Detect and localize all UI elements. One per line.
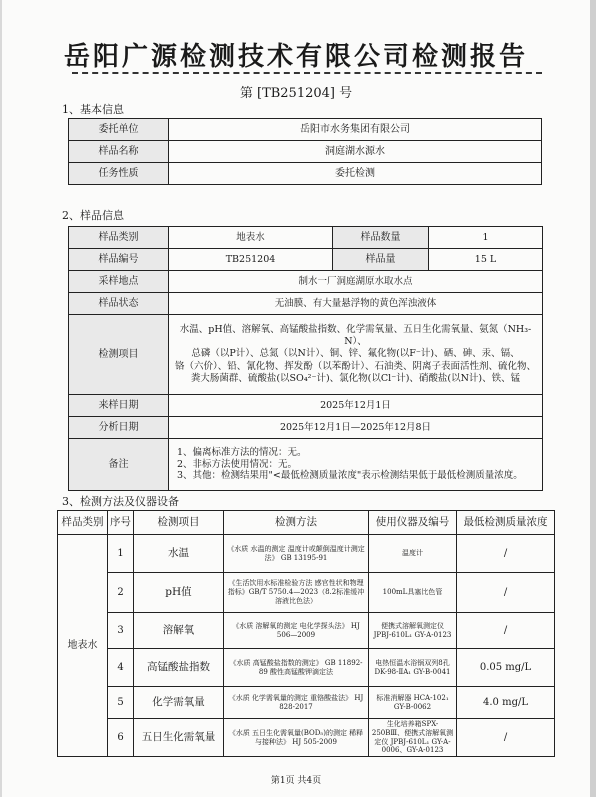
- row-no: 6: [108, 719, 134, 757]
- analysis-date-value: 2025年12月1日—2025年12月8日: [169, 417, 543, 439]
- col-header-method: 检测方法: [224, 511, 369, 535]
- row-instrument: 标准消解器 HCA-102₁ GY-B-0062: [369, 687, 457, 719]
- client-label: 委托单位: [69, 119, 169, 141]
- row-limit: /: [457, 535, 555, 573]
- row-limit: 4.0 mg/L: [457, 687, 555, 719]
- test-items-line: 水温、pH值、溶解氧、高锰酸盐指数、化学需氧量、五日生化需氧量、氨氮（NH₃-N）、: [179, 324, 532, 348]
- row-no: 4: [108, 649, 134, 687]
- row-limit: /: [457, 573, 555, 613]
- table-row: [69, 163, 542, 185]
- table-row: [69, 315, 543, 395]
- row-instrument: 温度计: [369, 535, 457, 573]
- remark-line: 1、偏离标准方法的情况：无。: [177, 446, 307, 458]
- site-label: 采样地点: [69, 271, 169, 293]
- row-item: 溶解氧: [134, 613, 224, 649]
- table-row: [69, 417, 543, 439]
- row-item: 化学需氧量: [134, 687, 224, 719]
- task-nature-label: 任务性质: [69, 163, 169, 185]
- sample-no-label: 样品编号: [69, 249, 169, 271]
- col-header-item: 检测项目: [134, 511, 224, 535]
- table-row: [69, 141, 542, 163]
- table-row: [69, 271, 543, 293]
- test-items-value: [169, 315, 543, 395]
- row-item: 高锰酸盐指数: [134, 649, 224, 687]
- row-item: 五日生化需氧量: [134, 719, 224, 757]
- sample-qty-label: 样品数量: [333, 227, 429, 249]
- table-row: [58, 649, 555, 687]
- sample-info-table: [68, 226, 543, 491]
- remarks-value: [169, 439, 543, 491]
- sample-name-value: 洞庭湖水源水: [169, 141, 542, 163]
- client-value: 岳阳市水务集团有限公司: [169, 119, 542, 141]
- scan-edge: [590, 0, 596, 797]
- sample-no-value: TB251204: [169, 249, 333, 271]
- table-row: [58, 613, 555, 649]
- col-header-sample-type: 样品类别: [58, 511, 108, 535]
- task-nature-value: 委托检测: [169, 163, 542, 185]
- row-instrument: 100mL具塞比色管: [369, 573, 457, 613]
- table-row: [58, 573, 555, 613]
- row-method: 《水质 高锰酸盐指数的测定》 GB 11892-89 酸性高锰酸钾滴定法: [224, 649, 369, 687]
- col-header-limit: 最低检测质量浓度: [457, 511, 555, 535]
- remarks-label: 备注: [69, 439, 169, 491]
- table-row: [69, 395, 543, 417]
- test-items-line: 粪大肠菌群、硫酸盐(以SO₄²⁻计)、氯化物(以Cl⁻计)、硝酸盐(以N计)、铁、锰: [190, 372, 521, 384]
- page-footer: 第1页 共4页: [270, 776, 322, 786]
- row-limit: /: [457, 719, 555, 757]
- row-limit: /: [457, 613, 555, 649]
- remark-line: 3、其他：检测结果用"<最低检测质量浓度"表示检测结果低于最低检测质量浓度。: [177, 470, 523, 482]
- sample-amount-label: 样品量: [333, 249, 429, 271]
- methods-table: [57, 510, 555, 757]
- row-instrument: 便携式溶解氧测定仪 JPBJ-610L₁ GY-A-0123: [369, 613, 457, 649]
- receive-date-value: 2025年12月1日: [169, 395, 543, 417]
- report-number: 第 [TB251204] 号: [239, 86, 353, 101]
- row-no: 3: [108, 613, 134, 649]
- sample-qty-value: 1: [429, 227, 543, 249]
- table-row: [58, 535, 555, 573]
- state-label: 样品状态: [69, 293, 169, 315]
- table-row: [58, 687, 555, 719]
- sample-type-label: 样品类别: [69, 227, 169, 249]
- receive-date-label: 来样日期: [69, 395, 169, 417]
- report-title: 岳阳广源检测技术有限公司检测报告: [63, 42, 528, 72]
- row-instrument: 电热恒温水浴锅双列8孔 DK-98-ⅡA₁ GY-B-0041: [369, 649, 457, 687]
- section-methods-heading: 3、检测方法及仪器设备: [62, 495, 179, 508]
- table-row: [69, 119, 542, 141]
- row-no: 5: [108, 687, 134, 719]
- row-no: 1: [108, 535, 134, 573]
- remark-line: 2、非标方法使用情况：无。: [177, 458, 298, 470]
- items-label: 检测项目: [69, 315, 169, 395]
- row-method: 《水质 水温的测定 温度计或颠倒温度计测定法》 GB 13195-91: [224, 535, 369, 573]
- row-method: 《水质 五日生化需氧量(BOD₅)的测定 稀释与接种法》 HJ 505-2009: [224, 719, 369, 757]
- table-row: [69, 439, 543, 491]
- section-basic-info-heading: 1、基本信息: [62, 103, 124, 116]
- table-header-row: [58, 511, 555, 535]
- row-method: 《生活饮用水标准检验方法 感官性状和物理指标》GB/T 5750.4—2023（8.2标准缓冲溶液比色法）: [224, 573, 369, 613]
- section-sample-info-heading: 2、样品信息: [62, 209, 124, 222]
- state-value: 无油膜、有大量悬浮物的黄色浑浊液体: [169, 293, 543, 315]
- row-method: 《水质 溶解氧的测定 电化学探头法》 HJ 506—2009: [224, 613, 369, 649]
- report-page: [2, 0, 590, 797]
- row-item: pH值: [134, 573, 224, 613]
- basic-info-table: [68, 118, 542, 185]
- table-row: [58, 719, 555, 757]
- sample-name-label: 样品名称: [69, 141, 169, 163]
- sample-type-value: 地表水: [169, 227, 333, 249]
- table-row: [69, 227, 543, 249]
- sample-type-cell: 地表水: [58, 535, 108, 757]
- row-instrument: 生化培养箱SPX-250BⅢ、便携式溶解氧测定仪 JPBJ-610L₁ GY-A-0006、GY-A-0123: [369, 719, 457, 757]
- col-header-no: 序号: [108, 511, 134, 535]
- row-limit: 0.05 mg/L: [457, 649, 555, 687]
- row-method: 《水质 化学需氧量的测定 重铬酸盐法》 HJ 828-2017: [224, 687, 369, 719]
- col-header-instrument: 使用仪器及编号: [369, 511, 457, 535]
- test-items-line: 总磷（以P计）、总氮（以N计）、铜、锌、氟化物(以F⁻计)、硒、砷、汞、镉、: [191, 348, 520, 360]
- sample-amount-value: 15 L: [429, 249, 543, 271]
- site-value: 制水一厂洞庭湖原水取水点: [169, 271, 543, 293]
- analysis-date-label: 分析日期: [69, 417, 169, 439]
- title-divider: [72, 72, 542, 74]
- table-row: [69, 293, 543, 315]
- test-items-line: 铬（六价）、铅、氰化物、挥发酚（以苯酚计）、石油类、阴离子表面活性剂、硫化物、: [175, 360, 537, 372]
- table-row: [69, 249, 543, 271]
- row-item: 水温: [134, 535, 224, 573]
- row-no: 2: [108, 573, 134, 613]
